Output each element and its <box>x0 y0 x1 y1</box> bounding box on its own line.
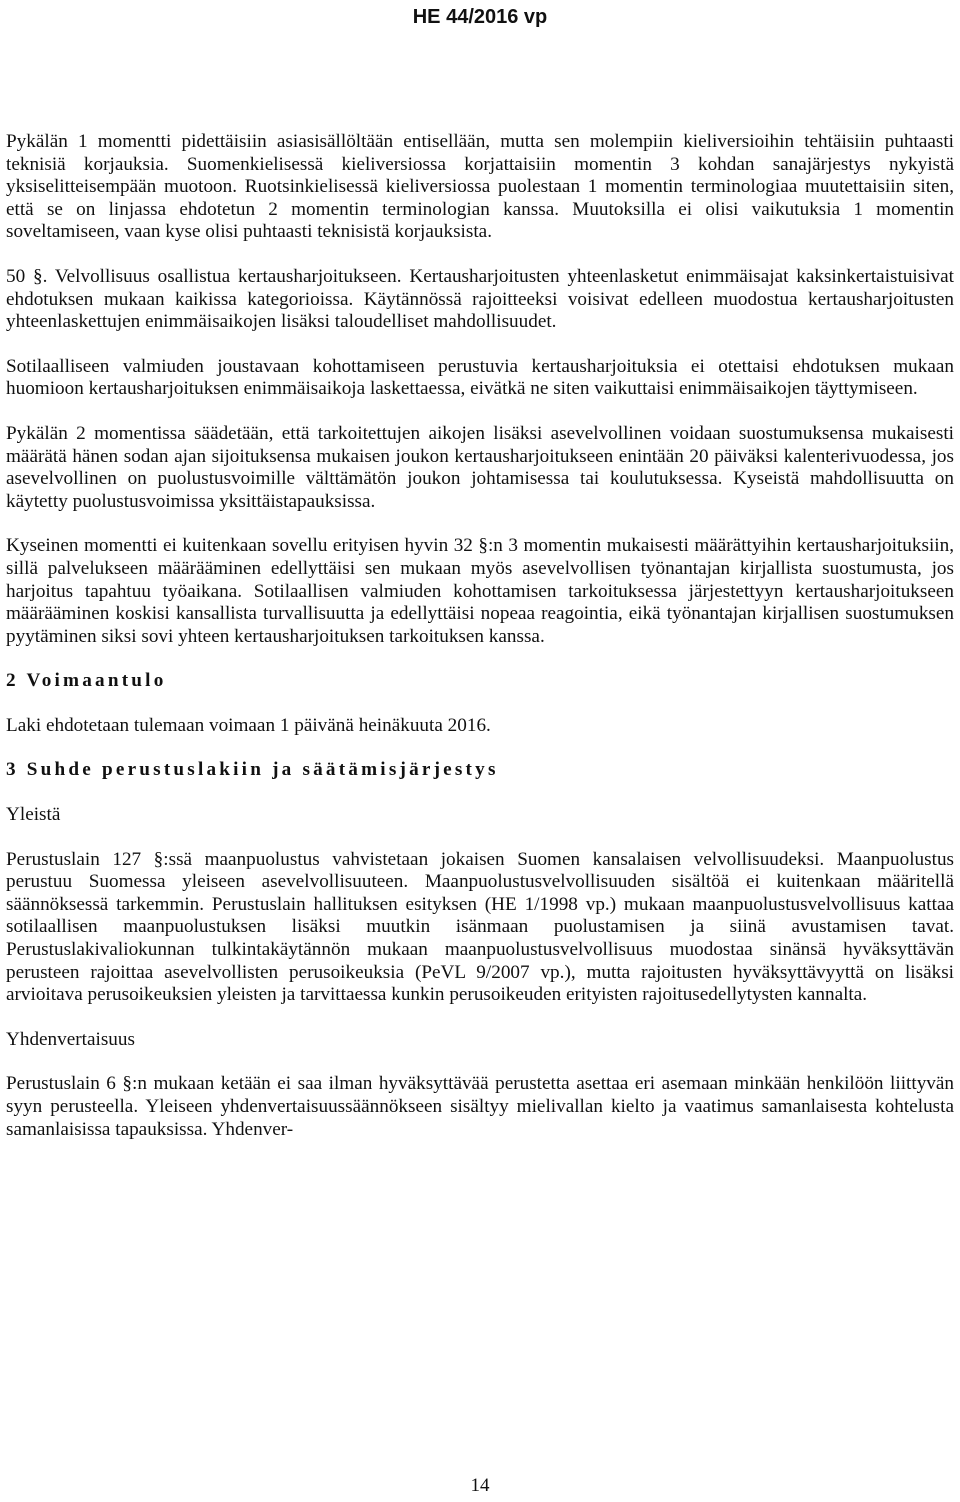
paragraph-5: Kyseinen momentti ei kuitenkaan sovellu erityisen hyvin 32 §:n 3 momentin mukaisesti määrättyihin kertausharjoituksiin, sillä palvelukseen määrääminen edellyttäisi sen mukaan myös asevelvollisen työnantajan kirjallista suostumusta, jos harjoitus tapahtuu työaikana. Sotilaallisen valmiuden kohottamisen tarkoituksessa järjestettyyn kertausharjoitukseen määrääminen koskisi kansallista turvallisuutta ja edellyttäisi nopeaa reagointia, eikä työnantajan kirjallisen suostumuksen pyytäminen siksi sovi yhteen kertausharjoituksen tarkoituksen kanssa. <box>6 535 954 647</box>
subheading-yhdenvertaisuus: Yhdenvertaisuus <box>6 1028 135 1050</box>
section-text: Kertausharjoitusten yhteenlasketut enimmäisajat kaksinkertaistuisivat ehdotuksen mukaan kaikissa kategorioissa. Käytännössä rajoitteeksi voisivat edelleen muodostua kertausharjoitusten yhteenlaskettujen enimmäisaikojen lisäksi taloudelliset mahdollisuudet. <box>6 265 954 333</box>
paragraph-7: Perustuslain 127 §:ssä maanpuolustus vahvistetaan jokaisen Suomen kansalaisen velvollisuudeksi. Maanpuolustus perustuu Suomessa yleiseen asevelvollisuuteen. Maanpuolustusvelvollisuuden sisältöä ei kuitenkaan määritellä säännöksessä tarkemmin. Perustuslain hallituksen esityksen (HE 1/1998 vp.) mukaan maanpuolustusvelvollisuus kattaa sotilaallisen maanpuolustuksen lisäksi muutkin isänmaan puolustamisen ja siinä avustamisen tavat. Perustuslakivaliokunnan tulkintakäytännön mukaan maanpuolustusvelvollisuus muodostaa sinänsä hyväksyttävän perusteen rajoittaa asevelvollisten perusoikeuksia (PeVL 9/2007 vp.), mutta rajoitusten hyväksyttävyyttä on lisäksi arvioitava perusoikeuksien yleisten ja tarvittaessa kunkin perusoikeuden erityisten rajoitusedellytysten kannalta. <box>6 848 954 1006</box>
paragraph-section-50 <box>6 266 954 334</box>
subheading-yleista: Yleistä <box>6 804 61 826</box>
paragraph-4: Pykälän 2 momentissa säädetään, että tarkoitettujen aikojen lisäksi asevelvollinen voidaan suostumuksensa mukaisesti määrätä hänen sodan ajan sijoituksensa mukaisen joukon kertausharjoitukseen enintään 20 päiväksi kalenterivuodessa, jos asevelvollinen on puolustusvoimille välttämätön joukon johtamisessa tai koulutuksessa. Kyseistä mahdollisuutta on käytetty puolustusvoimissa yksittäistapauksissa. <box>6 422 954 512</box>
page-number: 14 <box>470 1475 490 1496</box>
section-number: 50 § <box>6 265 43 287</box>
heading-voimaantulo: 2 Voimaantulo <box>6 670 167 692</box>
heading-perustuslaki: 3 Suhde perustuslakiin ja säätämisjärjestys <box>6 759 499 781</box>
document-body <box>6 131 954 1163</box>
paragraph-6: Laki ehdotetaan tulemaan voimaan 1 päivänä heinäkuuta 2016. <box>6 714 491 736</box>
paragraph-3: Sotilaalliseen valmiuden joustavaan kohottamiseen perustuvia kertausharjoituksia ei otettaisi ehdotuksen mukaan huomioon kertausharjoituksen enimmäisaikoja laskettaessa, eivätkä ne siten vaikuttaisi enimmäisaikojen täyttymiseen. <box>6 355 954 400</box>
paragraph-1: Pykälän 1 momentti pidettäisiin asiasisällöltään entisellään, mutta sen molempiin kieliversioihin tehtäisiin puhtaasti teknisiä korjauksia. Suomenkielisessä kieliversiossa korjattaisiin momentin 3 kohdan sanajärjestys nykyistä yksiselitteisempään muotoon. Ruotsinkielisessä kieliversiossa puolestaan 1 momentin terminologiaa muutettaisiin siten, että se on linjassa ehdotetun 2 momentin terminologian kanssa. Muutoksilla ei olisi vaikutuksia 1 momentin soveltamiseen, vaan kyse olisi puhtaasti teknisistä korjauksista. <box>6 131 954 243</box>
section-title: . Velvollisuus osallistua kertausharjoitukseen. <box>42 265 402 287</box>
paragraph-8: Perustuslain 6 §:n mukaan ketään ei saa ilman hyväksyttävää perustetta asettaa eri asemaan minkään henkilöön liittyvän syyn perusteella. Yleiseen yhdenvertaisuussäännökseen sisältyy mielivallan kielto ja vaatimus samanlaisesta kohtelusta samanlaisissa tapauksissa. Yhdenver- <box>6 1073 954 1140</box>
page-header: HE 44/2016 vp <box>412 6 548 28</box>
